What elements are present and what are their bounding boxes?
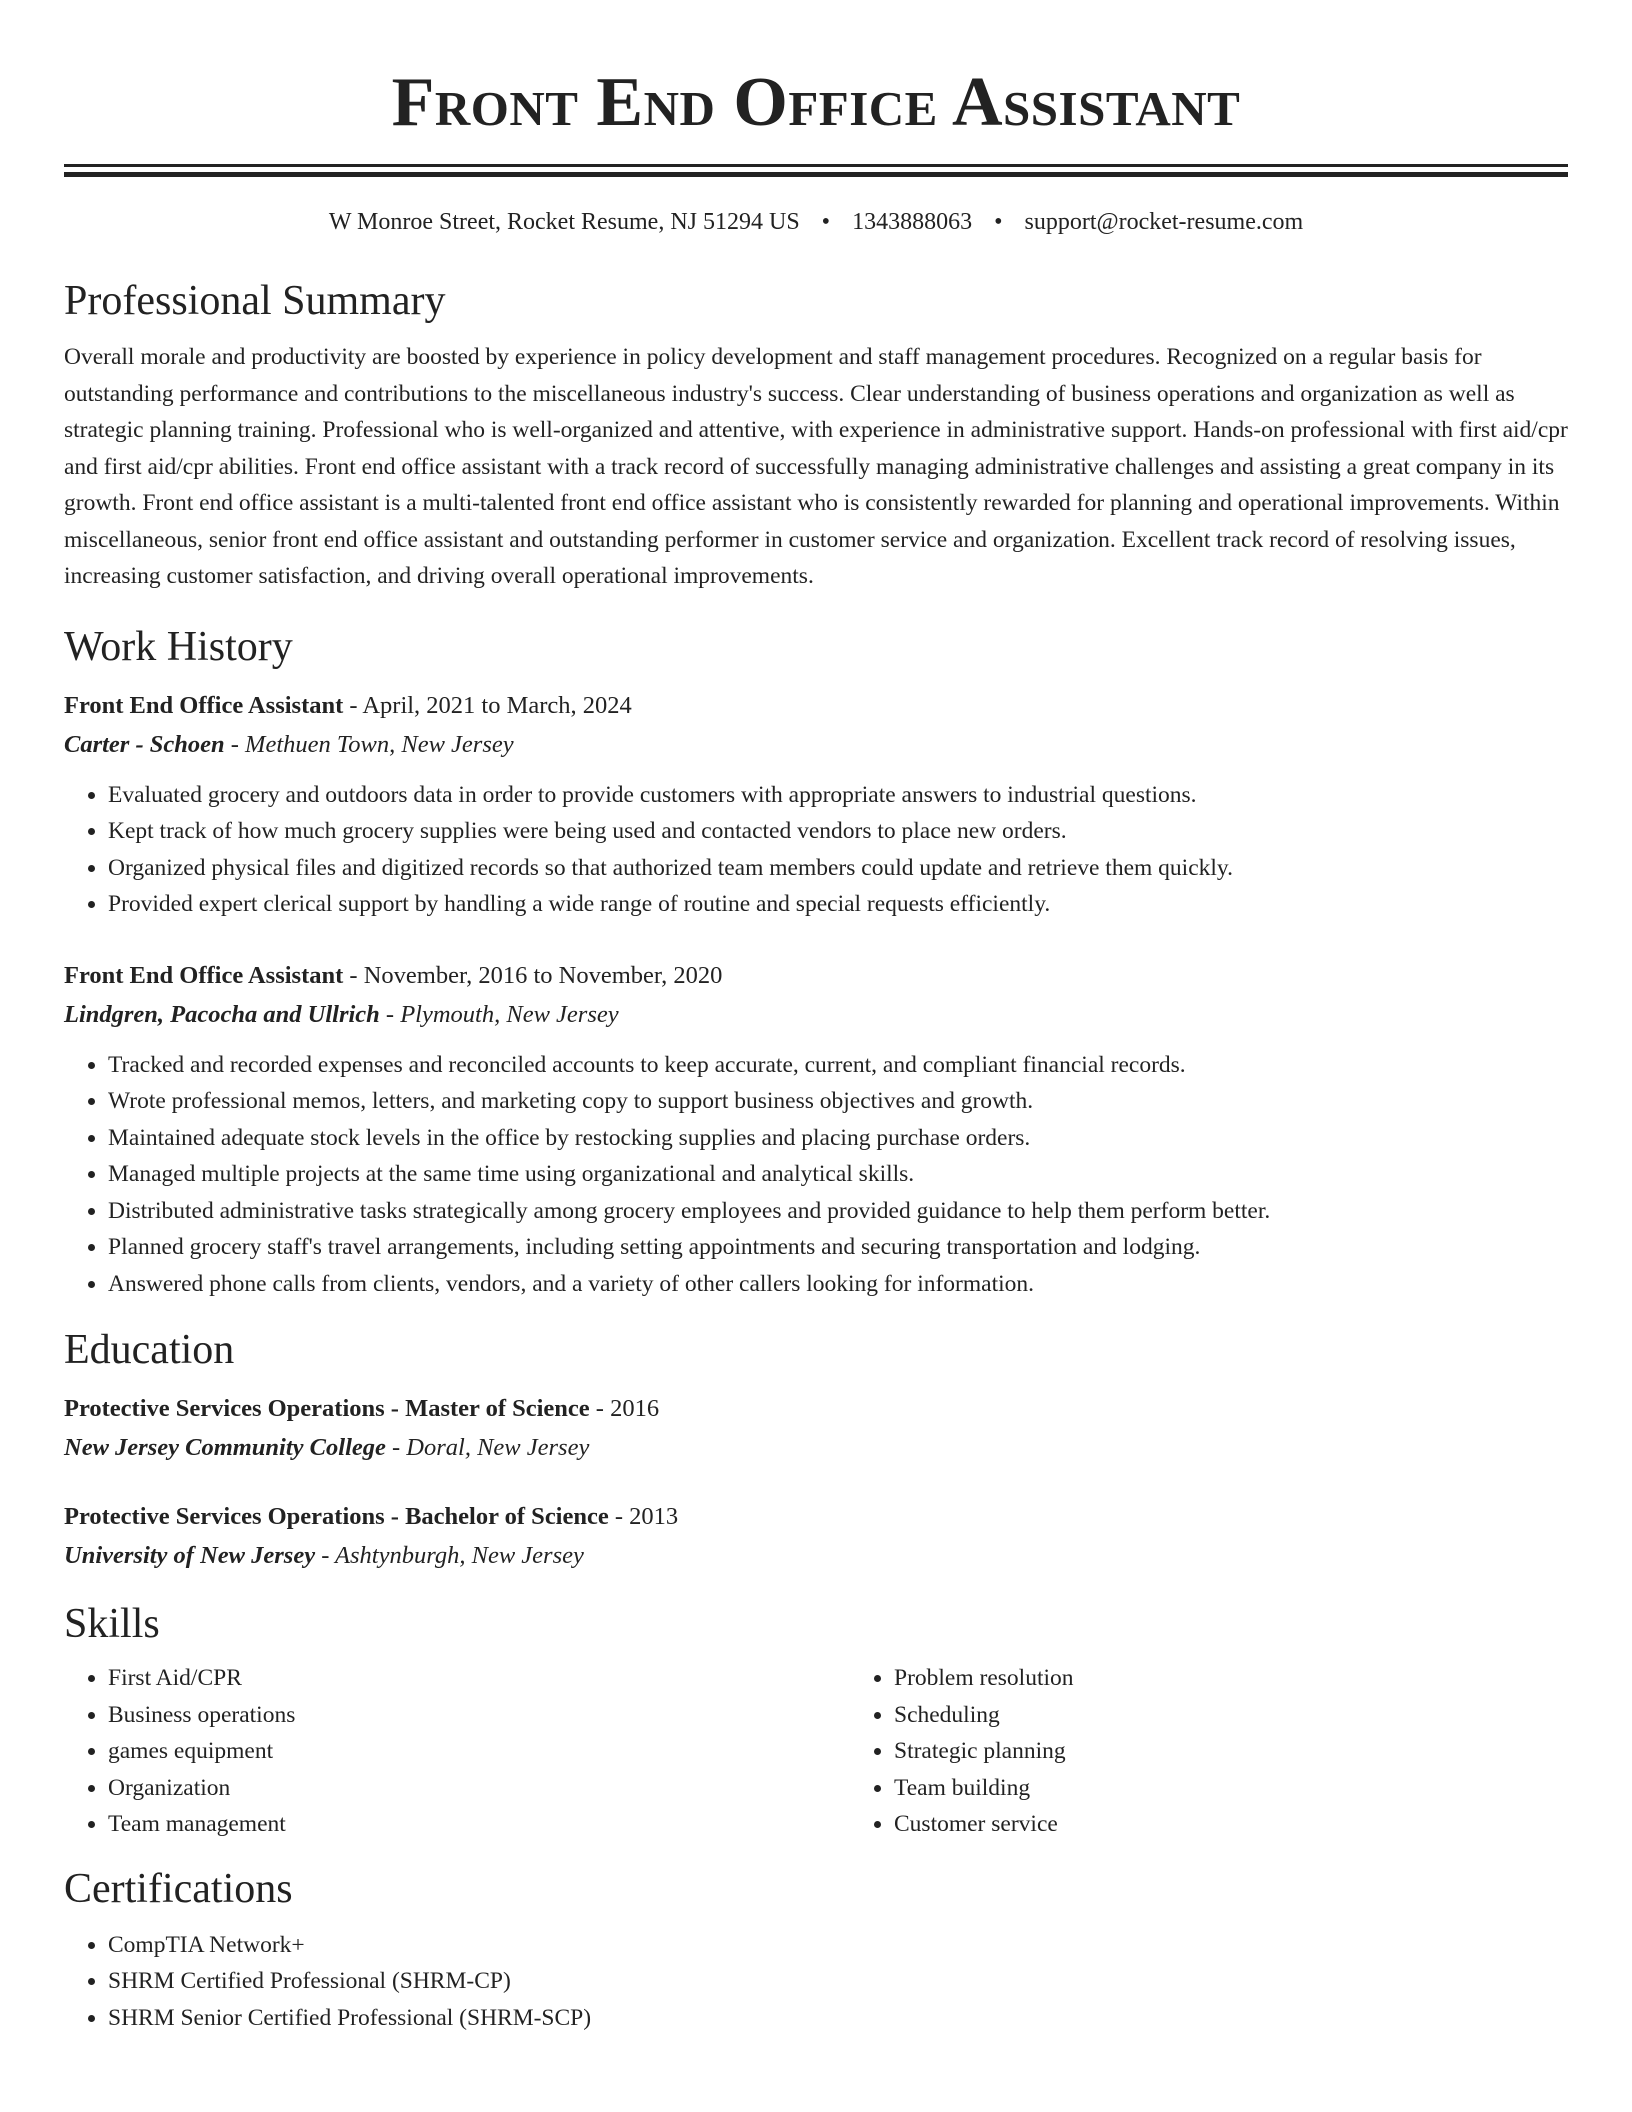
job-dates: - November, 2016 to November, 2020 — [349, 961, 723, 989]
school-name: New Jersey Community College — [64, 1434, 386, 1461]
job-location: - Methuen Town, New Jersey — [230, 730, 514, 758]
skill-item: • Customer service — [894, 1806, 1494, 1843]
skills-list-right — [850, 1660, 1494, 1843]
contact-phone: 1343888063 — [852, 209, 973, 235]
degree-year: - 2016 — [595, 1395, 660, 1422]
job-company-line — [64, 725, 1568, 765]
skill-item: • Scheduling — [894, 1697, 1494, 1734]
certification-item: • SHRM Senior Certified Professional (SHRM-SCP) — [108, 2000, 1568, 2037]
skill-item: • Problem resolution — [894, 1660, 1494, 1697]
skills-columns — [64, 1660, 1568, 1843]
skill-item: • First Aid/CPR — [108, 1660, 850, 1697]
school-location: - Doral, New Jersey — [392, 1434, 590, 1461]
job-duty: • Answered phone calls from clients, vendors, and a variety of other callers looking for information. — [108, 1266, 1568, 1303]
job-entry — [64, 957, 1568, 1303]
job-duties — [64, 777, 1568, 923]
job-duty: • Managed multiple projects at the same time using organizational and analytical skills. — [108, 1156, 1568, 1193]
job-title-line — [64, 687, 1568, 725]
skills-list-left — [64, 1660, 850, 1843]
job-duty: • Wrote professional memos, letters, and marketing copy to support business objectives and growth. — [108, 1083, 1568, 1120]
job-duty: • Kept track of how much grocery supplies were being used and contacted vendors to place new orders. — [108, 813, 1568, 850]
job-company: Carter - Schoen — [64, 730, 225, 758]
skill-item: • Strategic planning — [894, 1733, 1494, 1770]
job-duty: • Planned grocery staff's travel arrangements, including setting appointments and securing transportation and lodging. — [108, 1229, 1568, 1266]
degree-line — [64, 1390, 1568, 1428]
summary-heading: Professional Summary — [64, 278, 446, 324]
job-duty: • Distributed administrative tasks strategically among grocery employees and provided guidance to help them perform better. — [108, 1193, 1568, 1230]
work-history-heading: Work History — [64, 623, 293, 670]
job-duty: • Maintained adequate stock levels in the office by restocking supplies and placing purchase orders. — [108, 1120, 1568, 1157]
contact-email: support@rocket-resume.com — [1024, 209, 1304, 235]
job-title: Front End Office Assistant — [64, 961, 344, 989]
job-title: Front End Office Assistant — [64, 691, 344, 719]
education-heading: Education — [64, 1327, 235, 1373]
certifications-heading: Certifications — [64, 1865, 293, 1912]
education-entry — [64, 1498, 1568, 1576]
skill-item: • Organization — [108, 1770, 850, 1807]
resume-title: Front End Office Assistant — [391, 64, 1241, 141]
school-location: - Ashtynburgh, New Jersey — [321, 1542, 584, 1569]
certification-item: • CompTIA Network+ — [108, 1927, 1568, 1964]
school-line — [64, 1536, 1568, 1576]
skill-item: • Business operations — [108, 1697, 850, 1734]
certifications-list — [64, 1927, 1568, 2037]
job-duties — [64, 1047, 1568, 1303]
contact-line — [64, 207, 1568, 237]
school-name: University of New Jersey — [64, 1542, 316, 1569]
education-entry — [64, 1390, 1568, 1468]
job-duty: • Provided expert clerical support by handling a wide range of routine and special requests efficiently. — [108, 886, 1568, 923]
degree-name: Protective Services Operations - Master of Science — [64, 1395, 590, 1422]
degree-name: Protective Services Operations - Bachelor of Science — [64, 1503, 609, 1530]
certification-item: • SHRM Certified Professional (SHRM-CP) — [108, 1963, 1568, 2000]
degree-year: - 2013 — [614, 1503, 679, 1530]
degree-line — [64, 1498, 1568, 1536]
job-duty: • Organized physical files and digitized records so that authorized team members could update and retrieve them quickly. — [108, 850, 1568, 887]
job-dates: - April, 2021 to March, 2024 — [349, 691, 632, 719]
job-company: Lindgren, Pacocha and Ullrich — [64, 1000, 380, 1028]
contact-separator: • — [821, 209, 831, 235]
job-entry — [64, 687, 1568, 923]
job-company-line — [64, 995, 1568, 1035]
summary-text: Overall morale and productivity are boosted by experience in policy development and staff management procedures. Recognized on a regular basis for outstanding performance and contributions to the miscellaneous industry's success. Clear understanding of business operations and organization as well as strategic planning training. Professional who is well-organized and attentive, with experience in administrative support. Hands-on professional with first aid/cpr and first aid/cpr abilities. Front end office assistant with a track record of successfully managing administrative challenges and assisting a great company in its growth. Front end office assistant is a multi-talented front end office assistant who is consistently rewarded for planning and operational improvements. Within miscellaneous, senior front end office assistant and outstanding performer in customer service and organization. Excellent track record of resolving issues, increasing customer satisfaction, and driving overall operational improvements. — [64, 344, 1568, 589]
contact-separator: • — [994, 209, 1003, 235]
contact-address: W Monroe Street, Rocket Resume, NJ 51294 US — [328, 209, 800, 235]
job-duty: • Evaluated grocery and outdoors data in order to provide customers with appropriate answers to industrial questions. — [108, 777, 1568, 814]
skill-item: • games equipment — [108, 1733, 850, 1770]
title-divider — [64, 164, 1568, 177]
job-duty: • Tracked and recorded expenses and reconciled accounts to keep accurate, current, and compliant financial records. — [108, 1047, 1568, 1084]
skill-item: • Team building — [894, 1770, 1494, 1807]
skill-item: • Team management — [108, 1806, 850, 1843]
job-title-line — [64, 957, 1568, 995]
school-line — [64, 1428, 1568, 1468]
skills-heading: Skills — [64, 1601, 160, 1647]
job-location: - Plymouth, New Jersey — [385, 1000, 619, 1028]
